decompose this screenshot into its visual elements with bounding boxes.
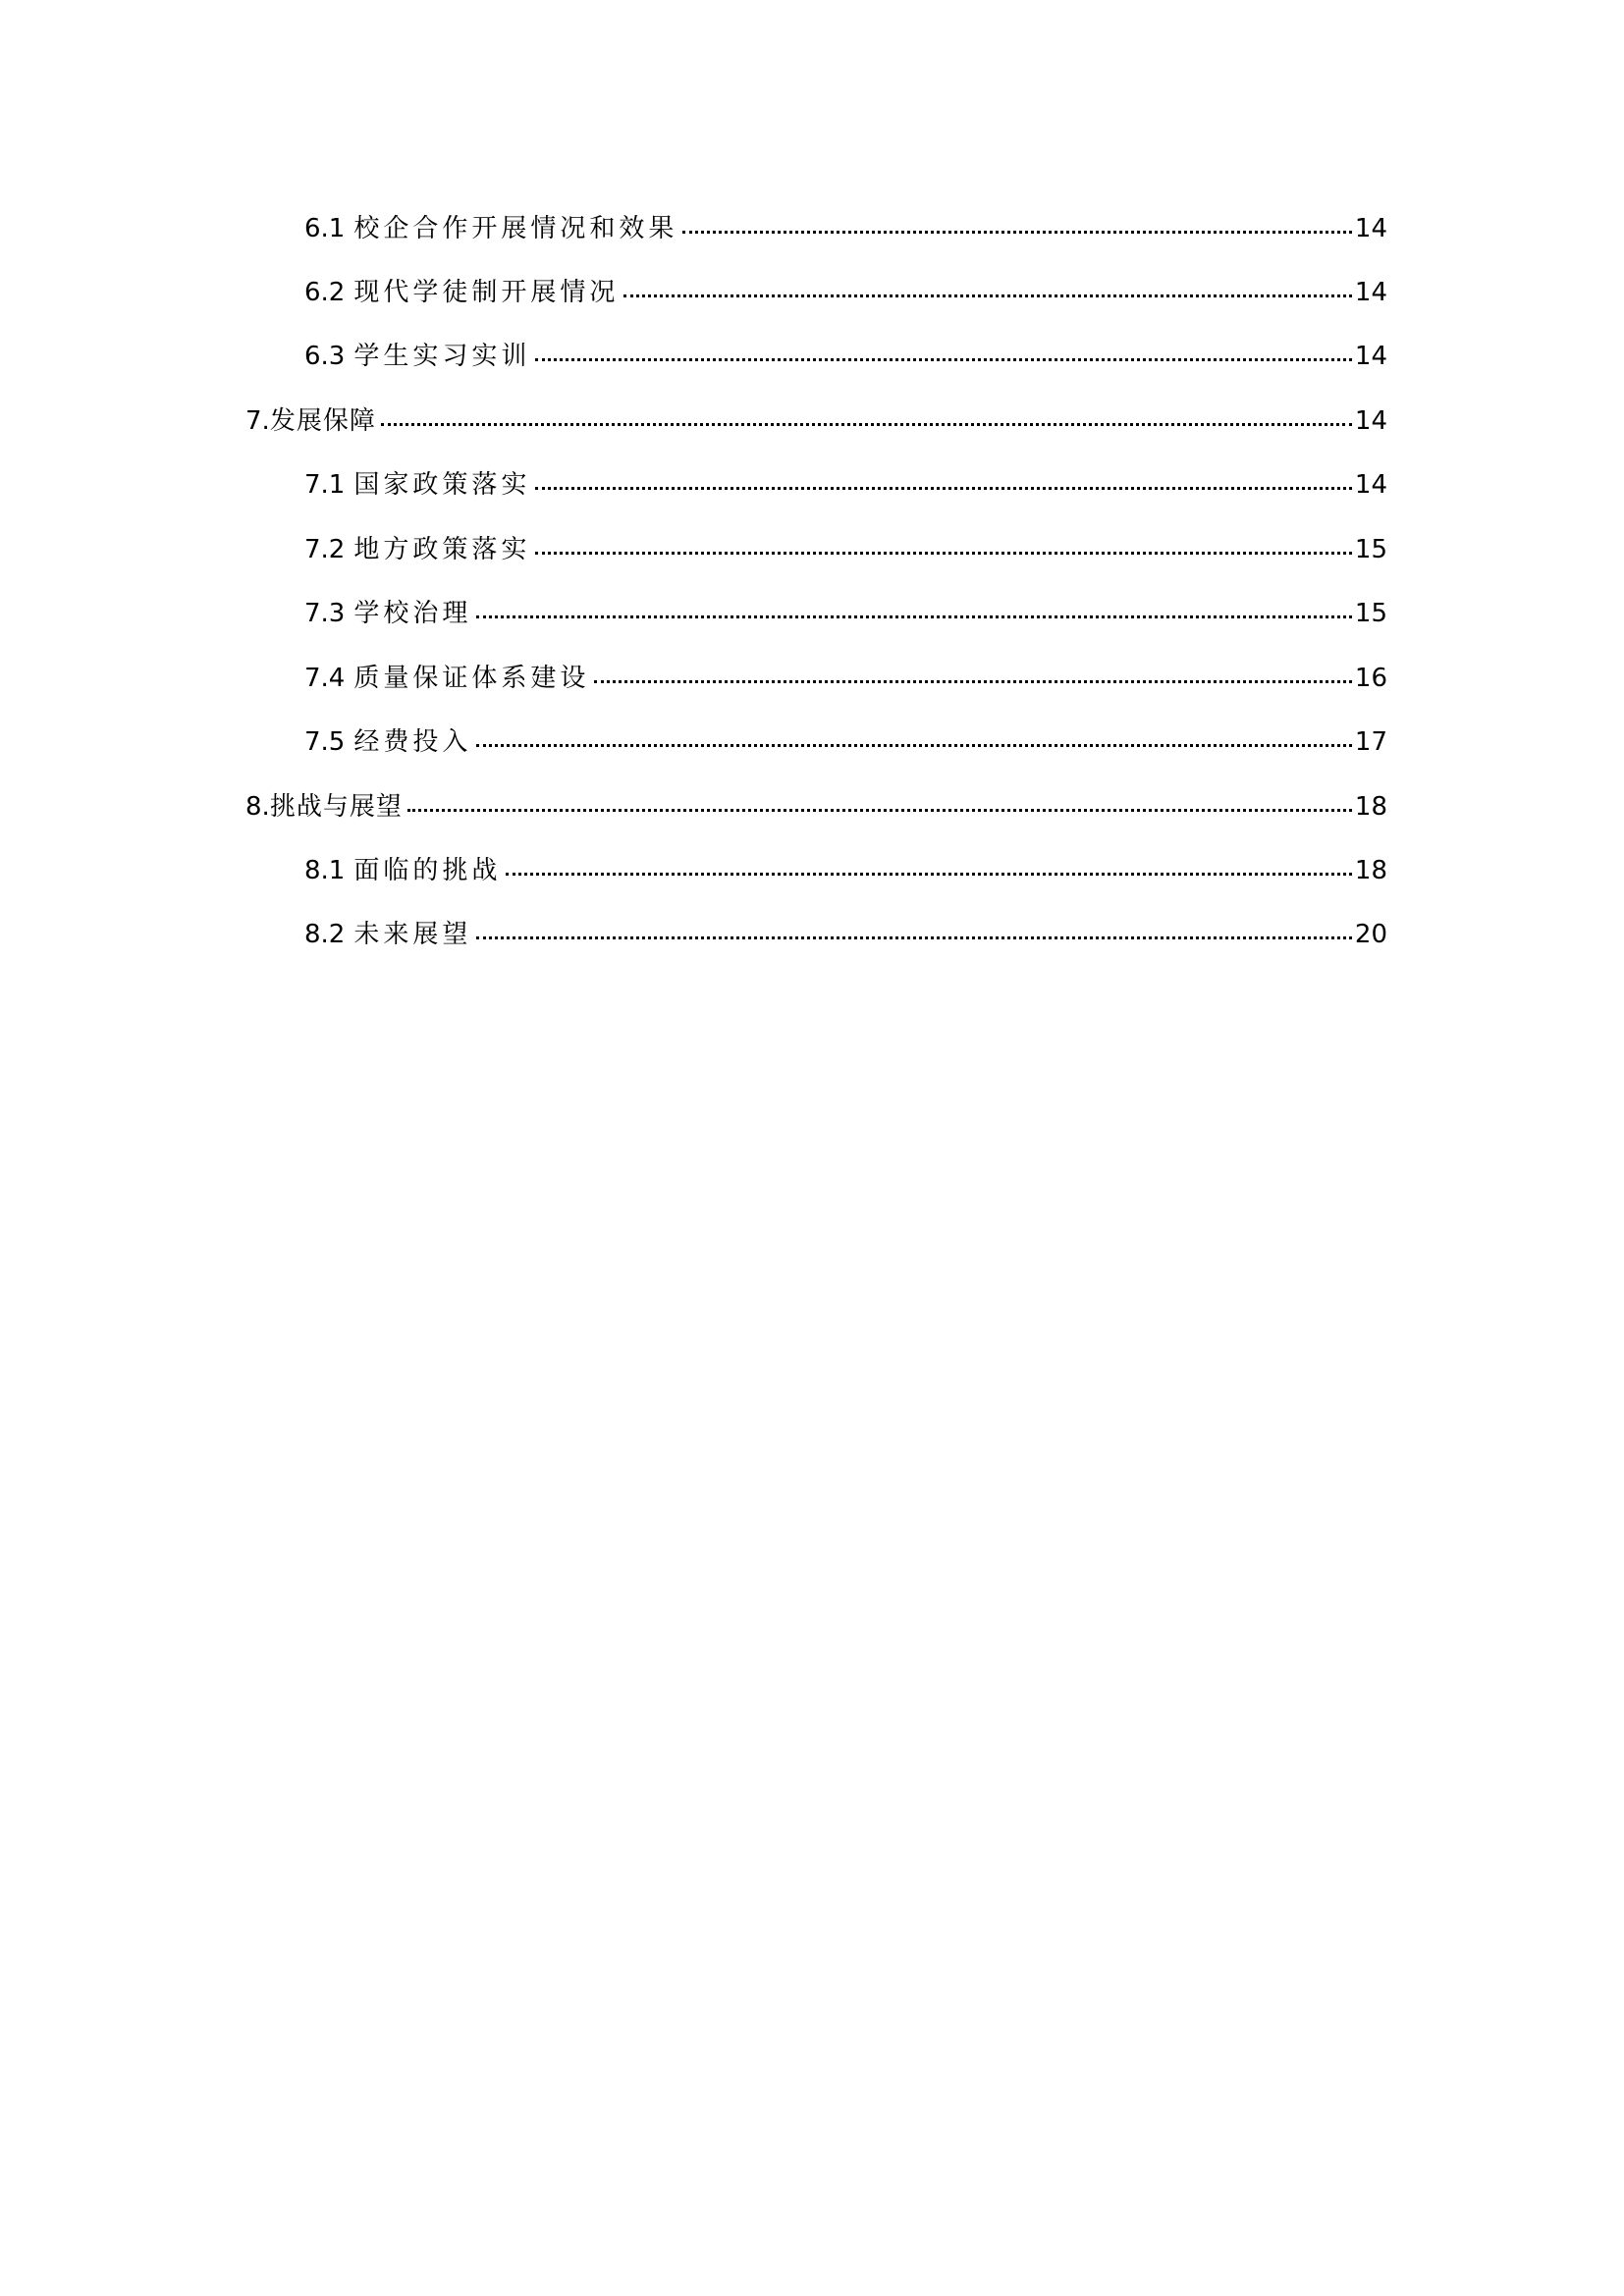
toc-entry-number: 7.5 [304, 727, 346, 757]
toc-entry-number: 8.2 [304, 920, 346, 949]
toc-entry-title: 未来展望 [353, 920, 472, 949]
toc-entry-number: 6.3 [304, 342, 346, 371]
dot-leader [506, 873, 1352, 876]
toc-entry-title: 质量保证体系建设 [353, 664, 590, 693]
toc-entry-title: 学校治理 [353, 599, 472, 628]
toc-entry-number: 7.2 [304, 535, 346, 564]
toc-entry-page: 18 [1354, 856, 1387, 885]
toc-entry-title: 现代学徒制开展情况 [353, 278, 620, 307]
toc-entry-number: 8. [245, 792, 270, 822]
dot-leader [535, 358, 1352, 361]
dot-leader [476, 615, 1352, 618]
toc-entry-number: 8.1 [304, 856, 346, 885]
toc-entry-number: 7.1 [304, 470, 346, 500]
toc-entry-7[interactable] [245, 400, 1387, 443]
toc-entry-number: 7.4 [304, 664, 346, 693]
dot-leader [476, 744, 1352, 747]
toc-entry-number: 7.3 [304, 599, 346, 628]
toc-entry-title: 经费投入 [353, 727, 472, 757]
toc-entry-page: 14 [1354, 214, 1387, 243]
toc-entry-title: 面临的挑战 [353, 856, 502, 885]
toc-entry-title: 地方政策落实 [353, 535, 531, 564]
toc-entry-8[interactable] [245, 785, 1387, 828]
dot-leader [682, 231, 1352, 234]
dot-leader [594, 680, 1352, 683]
toc-entry-7-1[interactable] [304, 463, 1387, 507]
toc-entry-page: 20 [1354, 920, 1387, 949]
dot-leader [623, 294, 1352, 297]
toc-entry-page: 14 [1354, 470, 1387, 500]
toc-entry-page: 14 [1354, 406, 1387, 436]
toc-entry-page: 15 [1354, 599, 1387, 628]
dot-leader [407, 809, 1352, 812]
toc-entry-number: 6.2 [304, 278, 346, 307]
toc-entry-6-3[interactable] [304, 335, 1387, 378]
toc-entry-title: 挑战与展望 [269, 792, 403, 822]
toc-entry-page: 17 [1354, 727, 1387, 757]
toc-entry-7-2[interactable] [304, 528, 1387, 571]
dot-leader [381, 423, 1352, 426]
toc-entry-page: 16 [1354, 664, 1387, 693]
toc-entry-7-4[interactable] [304, 657, 1387, 700]
toc-entry-title: 学生实习实训 [353, 342, 531, 371]
toc-entry-page: 15 [1354, 535, 1387, 564]
toc-entry-6-2[interactable] [304, 271, 1387, 314]
toc-entry-page: 14 [1354, 278, 1387, 307]
toc-entry-6-1[interactable] [304, 207, 1387, 250]
toc-entry-7-5[interactable] [304, 721, 1387, 764]
toc-entry-page: 14 [1354, 342, 1387, 371]
toc-entry-title: 发展保障 [269, 406, 376, 436]
toc-entry-8-1[interactable] [304, 849, 1387, 892]
dot-leader [476, 936, 1352, 939]
dot-leader [535, 487, 1352, 490]
toc-entry-7-3[interactable] [304, 592, 1387, 635]
toc-entry-page: 18 [1354, 792, 1387, 822]
toc-entry-title: 国家政策落实 [353, 470, 531, 500]
toc-entry-number: 7. [245, 406, 270, 436]
dot-leader [535, 552, 1352, 555]
toc-entry-8-2[interactable] [304, 913, 1387, 956]
toc-entry-title: 校企合作开展情况和效果 [353, 214, 678, 243]
toc-entry-number: 6.1 [304, 214, 346, 243]
